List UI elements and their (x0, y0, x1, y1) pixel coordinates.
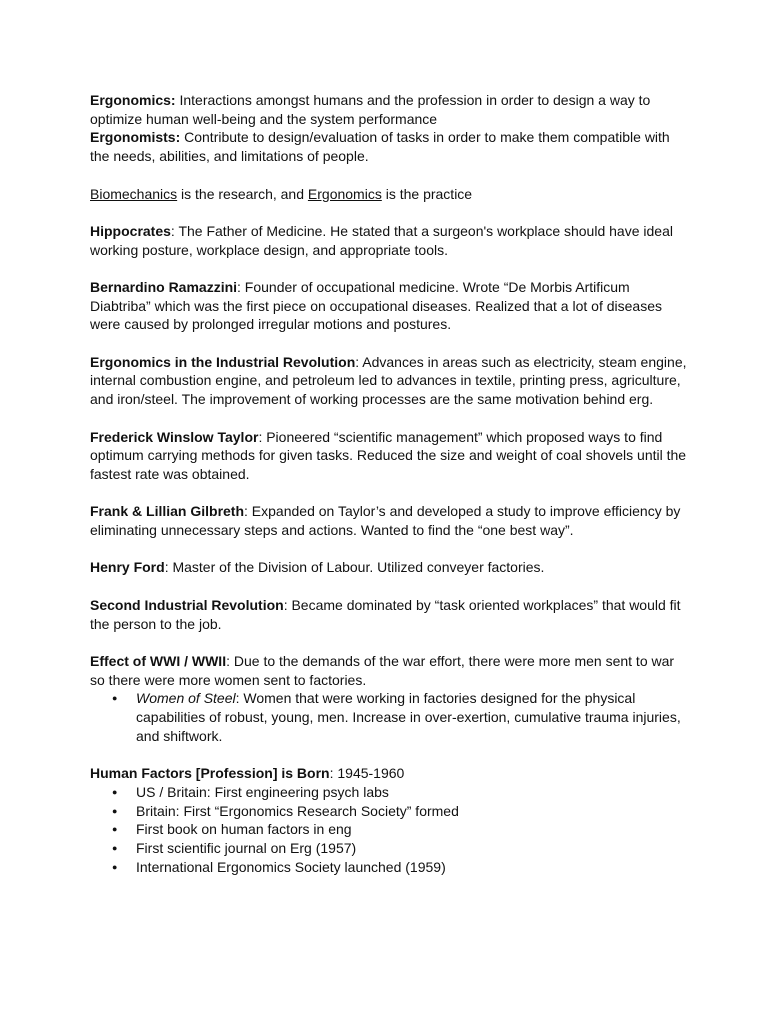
spacer (90, 484, 690, 503)
ramazzini-term: Bernardino Ramazzini (90, 278, 238, 295)
wwi-bullet-list (90, 689, 690, 745)
ergonomics-word: Ergonomics (307, 185, 382, 202)
spacer (90, 409, 690, 428)
spacer (90, 577, 690, 596)
list-item: ● First scientific journal on Erg (1957) (90, 839, 690, 858)
list-item: ● International Ergonomics Society launched (1959) (90, 858, 690, 877)
document-page (90, 91, 690, 876)
wwi-term: Effect of WWI / WWII (90, 652, 227, 669)
list-item: ● First book on human factors in eng (90, 820, 690, 839)
wwi-text: : Due to the demands of the war effort, there were more men sent to war so there were more women sent to factories. (90, 652, 675, 688)
biomechanics-end: is the practice (381, 185, 473, 202)
ramazzini-text: : Founder of occupational medicine. Wrote “De Morbis Artificum Diabtriba” which was the first piece on occupational diseases. Realized that a lot of diseases were caused by prolonged irregular motions and postures. (90, 278, 662, 333)
ford-term: Henry Ford (90, 559, 165, 576)
biomechanics-statement (90, 185, 690, 204)
spacer (90, 259, 690, 278)
ergonomics-term: Ergonomics: (90, 92, 176, 108)
hippocrates-entry (90, 222, 690, 259)
ergonomists-definition (90, 128, 690, 165)
spacer (90, 745, 690, 764)
list-item: ● Britain: First “Ergonomics Research Society” formed (90, 802, 690, 821)
human-factors-text: : 1945-1960 (329, 765, 405, 782)
ford-entry (90, 558, 690, 577)
ergonomists-text: Contribute to design/evaluation of tasks in order to make them compatible with the needs, abilities, and limitations of people. (90, 129, 670, 165)
industrial-revolution-entry (90, 353, 690, 409)
taylor-entry (90, 428, 690, 484)
spacer (90, 633, 690, 652)
list-item (90, 689, 690, 745)
list-item: ● US / Britain: First engineering psych labs (90, 783, 690, 802)
gilbreth-text: : Expanded on Taylor’s and developed a study to improve efficiency by eliminating unnecessary steps and actions. Wanted to find the “one best way”. (90, 503, 681, 539)
human-factors-term: Human Factors [Profession] is Born (90, 765, 330, 782)
biomechanics-mid: is the research, and (177, 185, 308, 202)
hippocrates-text: : The Father of Medicine. He stated that a surgeon's workplace should have ideal working posture, workplace design, and appropriate tools. (90, 222, 673, 258)
industrial-revolution-text: : Advances in areas such as electricity, steam engine, internal combustion engine, and petroleum led to advances in textile, printing press, agriculture, and iron/steel. The improvement of working processes are the same motivation behind erg. (90, 353, 687, 408)
wwi-entry (90, 652, 690, 689)
ergonomics-definition (90, 91, 690, 128)
human-factors-entry (90, 764, 690, 783)
ergonomics-text: Interactions amongst humans and the profession in order to design a way to optimize human well-being and the system performance (90, 92, 651, 127)
ergonomists-term: Ergonomists: (90, 129, 181, 146)
hippocrates-term: Hippocrates (90, 222, 171, 239)
industrial-revolution-term: Ergonomics in the Industrial Revolution (90, 353, 356, 370)
women-of-steel-term: Women of Steel (136, 690, 236, 707)
taylor-text: : Pioneered “scientific management” which proposed ways to find optimum carrying methods for given tasks. Reduced the size and weight of coal shovels until the fastest rate was obtained. (90, 428, 687, 482)
spacer (90, 540, 690, 559)
spacer (90, 166, 690, 185)
women-of-steel-text: : Women that were working in factories designed for the physical capabilities of robust, young, men. Increase in over-exertion, cumulative trauma injuries, and shiftwork. (136, 690, 681, 744)
taylor-term: Frederick Winslow Taylor (90, 428, 259, 445)
second-industrial-entry (90, 596, 690, 633)
ramazzini-entry (90, 278, 690, 334)
ford-text: : Master of the Division of Labour. Utilized conveyer factories. (164, 559, 545, 576)
second-industrial-term: Second Industrial Revolution (90, 596, 284, 613)
gilbreth-term: Frank & Lillian Gilbreth (90, 503, 245, 520)
spacer (90, 334, 690, 353)
second-industrial-text: : Became dominated by “task oriented workplaces” that would fit the person to the job. (90, 596, 681, 632)
biomechanics-word: Biomechanics (90, 185, 178, 202)
human-factors-bullet-list (90, 783, 690, 877)
spacer (90, 203, 690, 222)
gilbreth-entry (90, 502, 690, 539)
